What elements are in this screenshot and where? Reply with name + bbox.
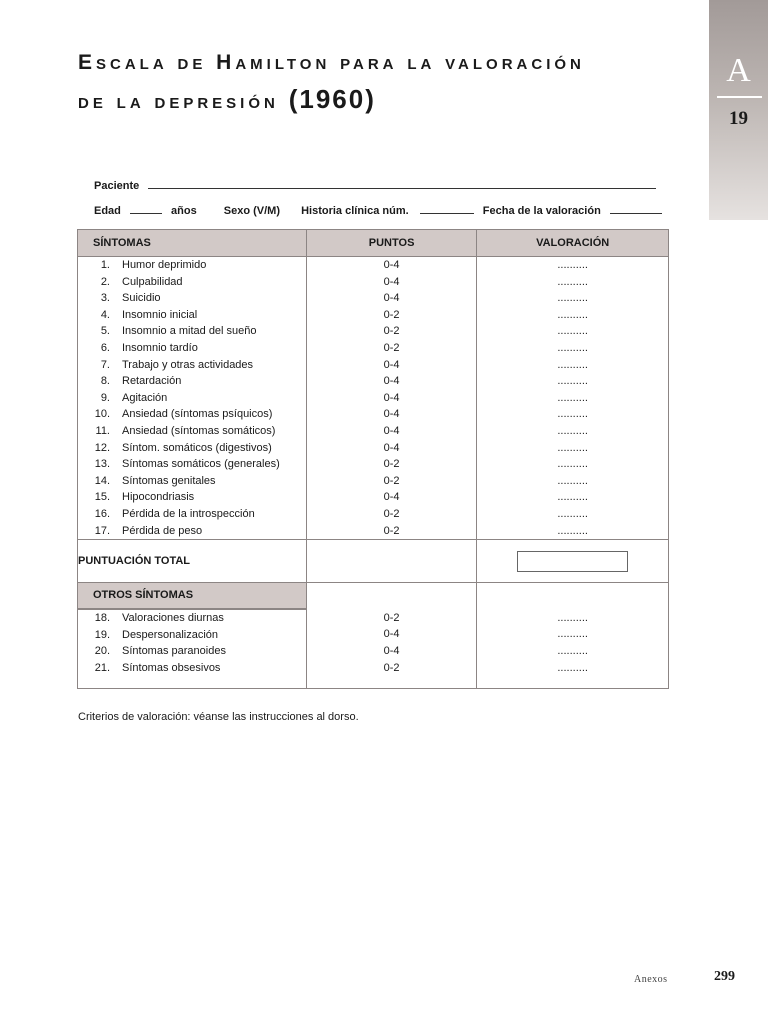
symptom-number: 9. (100, 391, 110, 404)
symptom-score-field[interactable]: .......... (557, 524, 588, 537)
page-number: 299 (714, 969, 735, 984)
page-title (78, 44, 698, 120)
symptom-score-field[interactable]: .......... (557, 341, 588, 354)
symptom-number: 13. (94, 458, 110, 471)
items-value-column (477, 257, 669, 540)
title-line-1: Escala de Hamilton para la valoración (78, 51, 585, 74)
symptom-number: 14. (94, 474, 110, 487)
sexo-label: Sexo (V/M) (223, 205, 281, 217)
table-header (78, 230, 669, 257)
symptom-points: 0-4 (383, 408, 400, 421)
symptom-label: Pérdida de la introspección (122, 507, 255, 520)
header-sintomas: SÍNTOMAS (78, 230, 307, 257)
symptom-score-field[interactable]: .......... (557, 507, 588, 520)
symptom-number: 16. (94, 507, 110, 520)
symptom-score-field[interactable]: .......... (557, 645, 588, 658)
symptom-number: 19. (94, 628, 110, 641)
details-row (94, 202, 662, 217)
symptom-points: 0-4 (383, 275, 400, 288)
symptom-score-field[interactable]: .......... (557, 611, 588, 624)
historia-field[interactable] (420, 202, 474, 214)
symptom-score-field[interactable]: .......... (557, 308, 588, 321)
symptom-points: 0-2 (383, 507, 400, 520)
otros-header-cell (78, 583, 307, 610)
otros-body (78, 610, 669, 689)
symptom-row (78, 456, 306, 473)
symptom-label: Trabajo y otras actividades (122, 358, 254, 371)
patient-row (94, 177, 656, 192)
footer-label: Anexos (634, 974, 668, 985)
symptom-row (78, 323, 306, 340)
symptom-score-field[interactable]: .......... (557, 441, 588, 454)
symptom-score-field[interactable]: .......... (557, 458, 588, 471)
symptom-label: Agitación (122, 391, 168, 404)
symptom-score-field[interactable]: .......... (557, 424, 588, 437)
symptom-label: Insomnio a mitad del sueño (122, 325, 257, 338)
symptom-row (78, 406, 306, 423)
symptom-number: 3. (100, 292, 110, 305)
total-value-cell (477, 540, 669, 583)
symptom-label: Síntomas obsesivos (122, 661, 221, 674)
symptom-score-field[interactable]: .......... (557, 628, 588, 641)
symptom-score-field[interactable]: .......... (557, 292, 588, 305)
symptom-row (78, 489, 306, 506)
symptom-points: 0-2 (383, 341, 400, 354)
symptom-points: 0-4 (383, 645, 400, 658)
footnote: Criterios de valoración: véanse las instrucciones al dorso. (78, 711, 359, 723)
title-year: (1960) (288, 84, 376, 114)
otros-value-column (477, 610, 669, 689)
symptom-row (78, 423, 306, 440)
symptom-number: 10. (94, 408, 110, 421)
symptom-row (78, 660, 306, 677)
symptom-number: 1. (100, 259, 110, 271)
symptom-number: 12. (94, 441, 110, 454)
section-number: 19 (729, 108, 748, 129)
items-points-column (306, 257, 476, 540)
anos-label: años (171, 205, 197, 217)
items-label-column (78, 257, 307, 540)
symptom-points: 0-4 (383, 491, 400, 504)
otros-header: OTROS SÍNTOMAS (78, 583, 306, 609)
symptom-score-field[interactable]: .......... (557, 408, 588, 421)
symptom-row (78, 340, 306, 357)
symptom-points: 0-4 (383, 259, 400, 271)
symptom-number: 15. (94, 491, 110, 504)
symptom-label: Ansiedad (síntomas somáticos) (122, 424, 276, 437)
symptom-label: Humor deprimido (122, 259, 207, 271)
symptom-row (78, 473, 306, 490)
symptom-row (78, 274, 306, 291)
otros-value-header-empty (477, 583, 669, 610)
symptom-row (78, 610, 306, 627)
symptom-label: Despersonalización (122, 628, 218, 641)
symptom-score-field[interactable]: .......... (557, 259, 588, 271)
section-letter: A (726, 52, 751, 89)
symptom-row (78, 627, 306, 644)
symptom-points: 0-2 (383, 524, 400, 537)
fecha-label: Fecha de la valoración (482, 205, 601, 217)
symptom-row (78, 506, 306, 523)
symptom-row (78, 290, 306, 307)
symptom-label: Síntom. somáticos (digestivos) (122, 441, 272, 454)
symptom-row (78, 440, 306, 457)
symptom-label: Síntomas genitales (122, 474, 216, 487)
edad-field[interactable] (130, 202, 162, 214)
symptom-row (78, 390, 306, 407)
symptom-number: 17. (94, 524, 110, 537)
edad-label: Edad (94, 205, 121, 217)
symptom-score-field[interactable]: .......... (557, 661, 588, 674)
symptom-label: Insomnio tardío (122, 341, 198, 354)
symptom-points: 0-4 (383, 628, 400, 641)
symptom-number: 6. (100, 341, 110, 354)
header-puntos: PUNTOS (306, 230, 476, 257)
total-score-box[interactable] (517, 551, 628, 572)
otros-points-header-empty (306, 583, 476, 610)
symptom-score-field[interactable]: .......... (557, 474, 588, 487)
historia-label: Historia clínica núm. (301, 205, 409, 217)
symptom-score-field[interactable]: .......... (557, 391, 588, 404)
symptom-row (78, 307, 306, 324)
symptom-label: Hipocondriasis (122, 491, 195, 504)
symptom-points: 0-2 (383, 661, 400, 674)
symptom-label: Ansiedad (síntomas psíquicos) (122, 408, 273, 421)
title-line-2 (78, 81, 698, 120)
symptom-row (78, 523, 306, 540)
title-line-2-text: de la depresión (78, 90, 279, 113)
symptom-number: 18. (94, 612, 110, 625)
symptom-points: 0-4 (383, 424, 400, 437)
items-body (78, 257, 669, 540)
symptom-points: 0-2 (383, 308, 400, 321)
symptom-number: 20. (94, 645, 110, 658)
symptom-points: 0-4 (383, 358, 400, 371)
symptom-label: Insomnio inicial (122, 308, 198, 321)
symptom-number: 7. (100, 358, 110, 371)
symptom-points: 0-4 (383, 375, 400, 388)
hamilton-table (77, 229, 669, 689)
symptom-label: Suicidio (122, 292, 161, 305)
symptom-label: Culpabilidad (122, 275, 183, 288)
otros-label-column (78, 610, 307, 689)
paciente-field[interactable] (148, 177, 656, 189)
section-divider (717, 96, 762, 98)
symptom-points: 0-2 (383, 325, 400, 338)
symptom-points: 0-4 (383, 292, 400, 305)
symptom-label: Valoraciones diurnas (122, 612, 224, 625)
symptom-number: 21. (94, 661, 110, 674)
symptom-score-field[interactable]: .......... (557, 275, 588, 288)
otros-header-row (78, 583, 669, 610)
symptom-number: 8. (100, 375, 110, 388)
symptom-points: 0-2 (383, 611, 400, 624)
symptom-number: 11. (95, 424, 110, 437)
total-label: PUNTUACIÓN TOTAL (78, 540, 307, 583)
symptom-number: 5. (100, 325, 110, 338)
symptom-number: 4. (100, 308, 110, 321)
total-points-empty (306, 540, 476, 583)
symptom-score-field[interactable]: .......... (557, 325, 588, 338)
symptom-row (78, 643, 306, 660)
symptom-label: Síntomas somáticos (generales) (122, 458, 280, 471)
symptom-row (78, 257, 306, 274)
symptom-number: 2. (100, 275, 110, 288)
section-tab (709, 0, 768, 220)
symptom-score-field[interactable]: .......... (557, 491, 588, 504)
symptom-points: 0-2 (383, 458, 400, 471)
header-valoracion: VALORACIÓN (477, 230, 669, 257)
total-row (78, 540, 669, 583)
paciente-label: Paciente (94, 180, 140, 192)
otros-points-column (306, 610, 476, 689)
symptom-score-field[interactable]: .......... (557, 375, 588, 388)
symptom-points: 0-2 (383, 474, 400, 487)
fecha-field[interactable] (610, 202, 662, 214)
symptom-label: Retardación (122, 375, 182, 388)
symptom-label: Pérdida de peso (122, 524, 203, 537)
symptom-row (78, 373, 306, 390)
symptom-points: 0-4 (383, 441, 400, 454)
symptom-label: Síntomas paranoides (122, 645, 226, 658)
symptom-points: 0-4 (383, 391, 400, 404)
symptom-row (78, 357, 306, 374)
symptom-score-field[interactable]: .......... (557, 358, 588, 371)
